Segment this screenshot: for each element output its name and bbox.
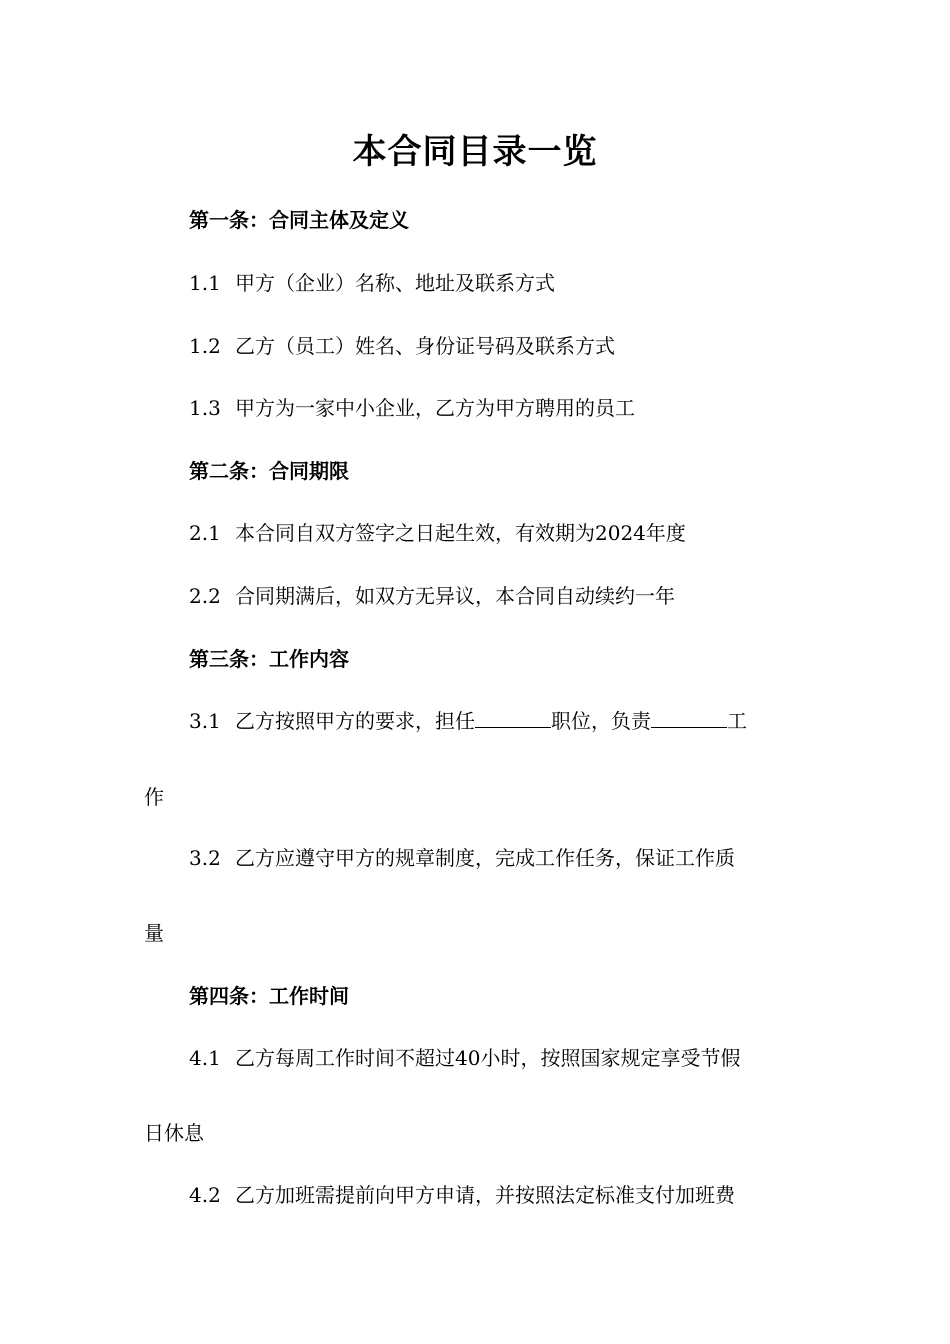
section-heading-2: 第二条：合同期限 bbox=[189, 459, 349, 483]
clause-number: 3.1 bbox=[189, 709, 221, 733]
clause-number: 1.2 bbox=[189, 334, 221, 358]
fill-in-blank bbox=[651, 709, 727, 728]
clause-text: 甲方（企业）名称、地址及联系方式 bbox=[235, 271, 555, 295]
clause-text: 工 bbox=[727, 709, 747, 733]
clause-1-3 bbox=[189, 394, 635, 422]
clause-text: 职位，负责 bbox=[551, 709, 651, 733]
clause-text: 乙方加班需提前向甲方申请，并按照法定标准支付加班费 bbox=[235, 1183, 735, 1207]
clause-text: 乙方每周工作时间不超过40小时，按照国家规定享受节假 bbox=[235, 1046, 741, 1070]
clause-number: 2.1 bbox=[189, 521, 221, 545]
clause-2-1 bbox=[189, 519, 686, 547]
clause-number: 2.2 bbox=[189, 584, 221, 608]
clause-3-2-continuation: 量 bbox=[144, 921, 164, 945]
clause-3-1-continuation: 作 bbox=[144, 785, 164, 809]
clause-3-1 bbox=[189, 707, 747, 735]
clause-4-2 bbox=[189, 1181, 735, 1209]
clause-3-2 bbox=[189, 844, 735, 872]
clause-number: 4.2 bbox=[189, 1183, 221, 1207]
clause-number: 4.1 bbox=[189, 1046, 221, 1070]
section-heading-3: 第三条：工作内容 bbox=[189, 647, 349, 671]
clause-text: 甲方为一家中小企业，乙方为甲方聘用的员工 bbox=[235, 396, 635, 420]
clause-1-1 bbox=[189, 269, 555, 297]
clause-number: 3.2 bbox=[189, 846, 221, 870]
clause-2-2 bbox=[189, 582, 675, 610]
section-heading-4: 第四条：工作时间 bbox=[189, 984, 349, 1008]
clause-number: 1.1 bbox=[189, 271, 221, 295]
clause-text: 乙方（员工）姓名、身份证号码及联系方式 bbox=[235, 334, 615, 358]
clause-4-1 bbox=[189, 1044, 740, 1072]
section-heading-1: 第一条：合同主体及定义 bbox=[189, 208, 409, 232]
fill-in-blank bbox=[475, 709, 551, 728]
clause-text: 乙方按照甲方的要求，担任 bbox=[235, 709, 475, 733]
clause-text: 本合同自双方签字之日起生效，有效期为2024年度 bbox=[235, 521, 686, 545]
clause-text: 乙方应遵守甲方的规章制度，完成工作任务，保证工作质 bbox=[235, 846, 735, 870]
document-title: 本合同目录一览 bbox=[352, 132, 598, 172]
clause-number: 1.3 bbox=[189, 396, 221, 420]
clause-1-2 bbox=[189, 332, 615, 360]
clause-4-1-continuation: 日休息 bbox=[144, 1121, 204, 1145]
clause-text: 合同期满后，如双方无异议，本合同自动续约一年 bbox=[235, 584, 675, 608]
